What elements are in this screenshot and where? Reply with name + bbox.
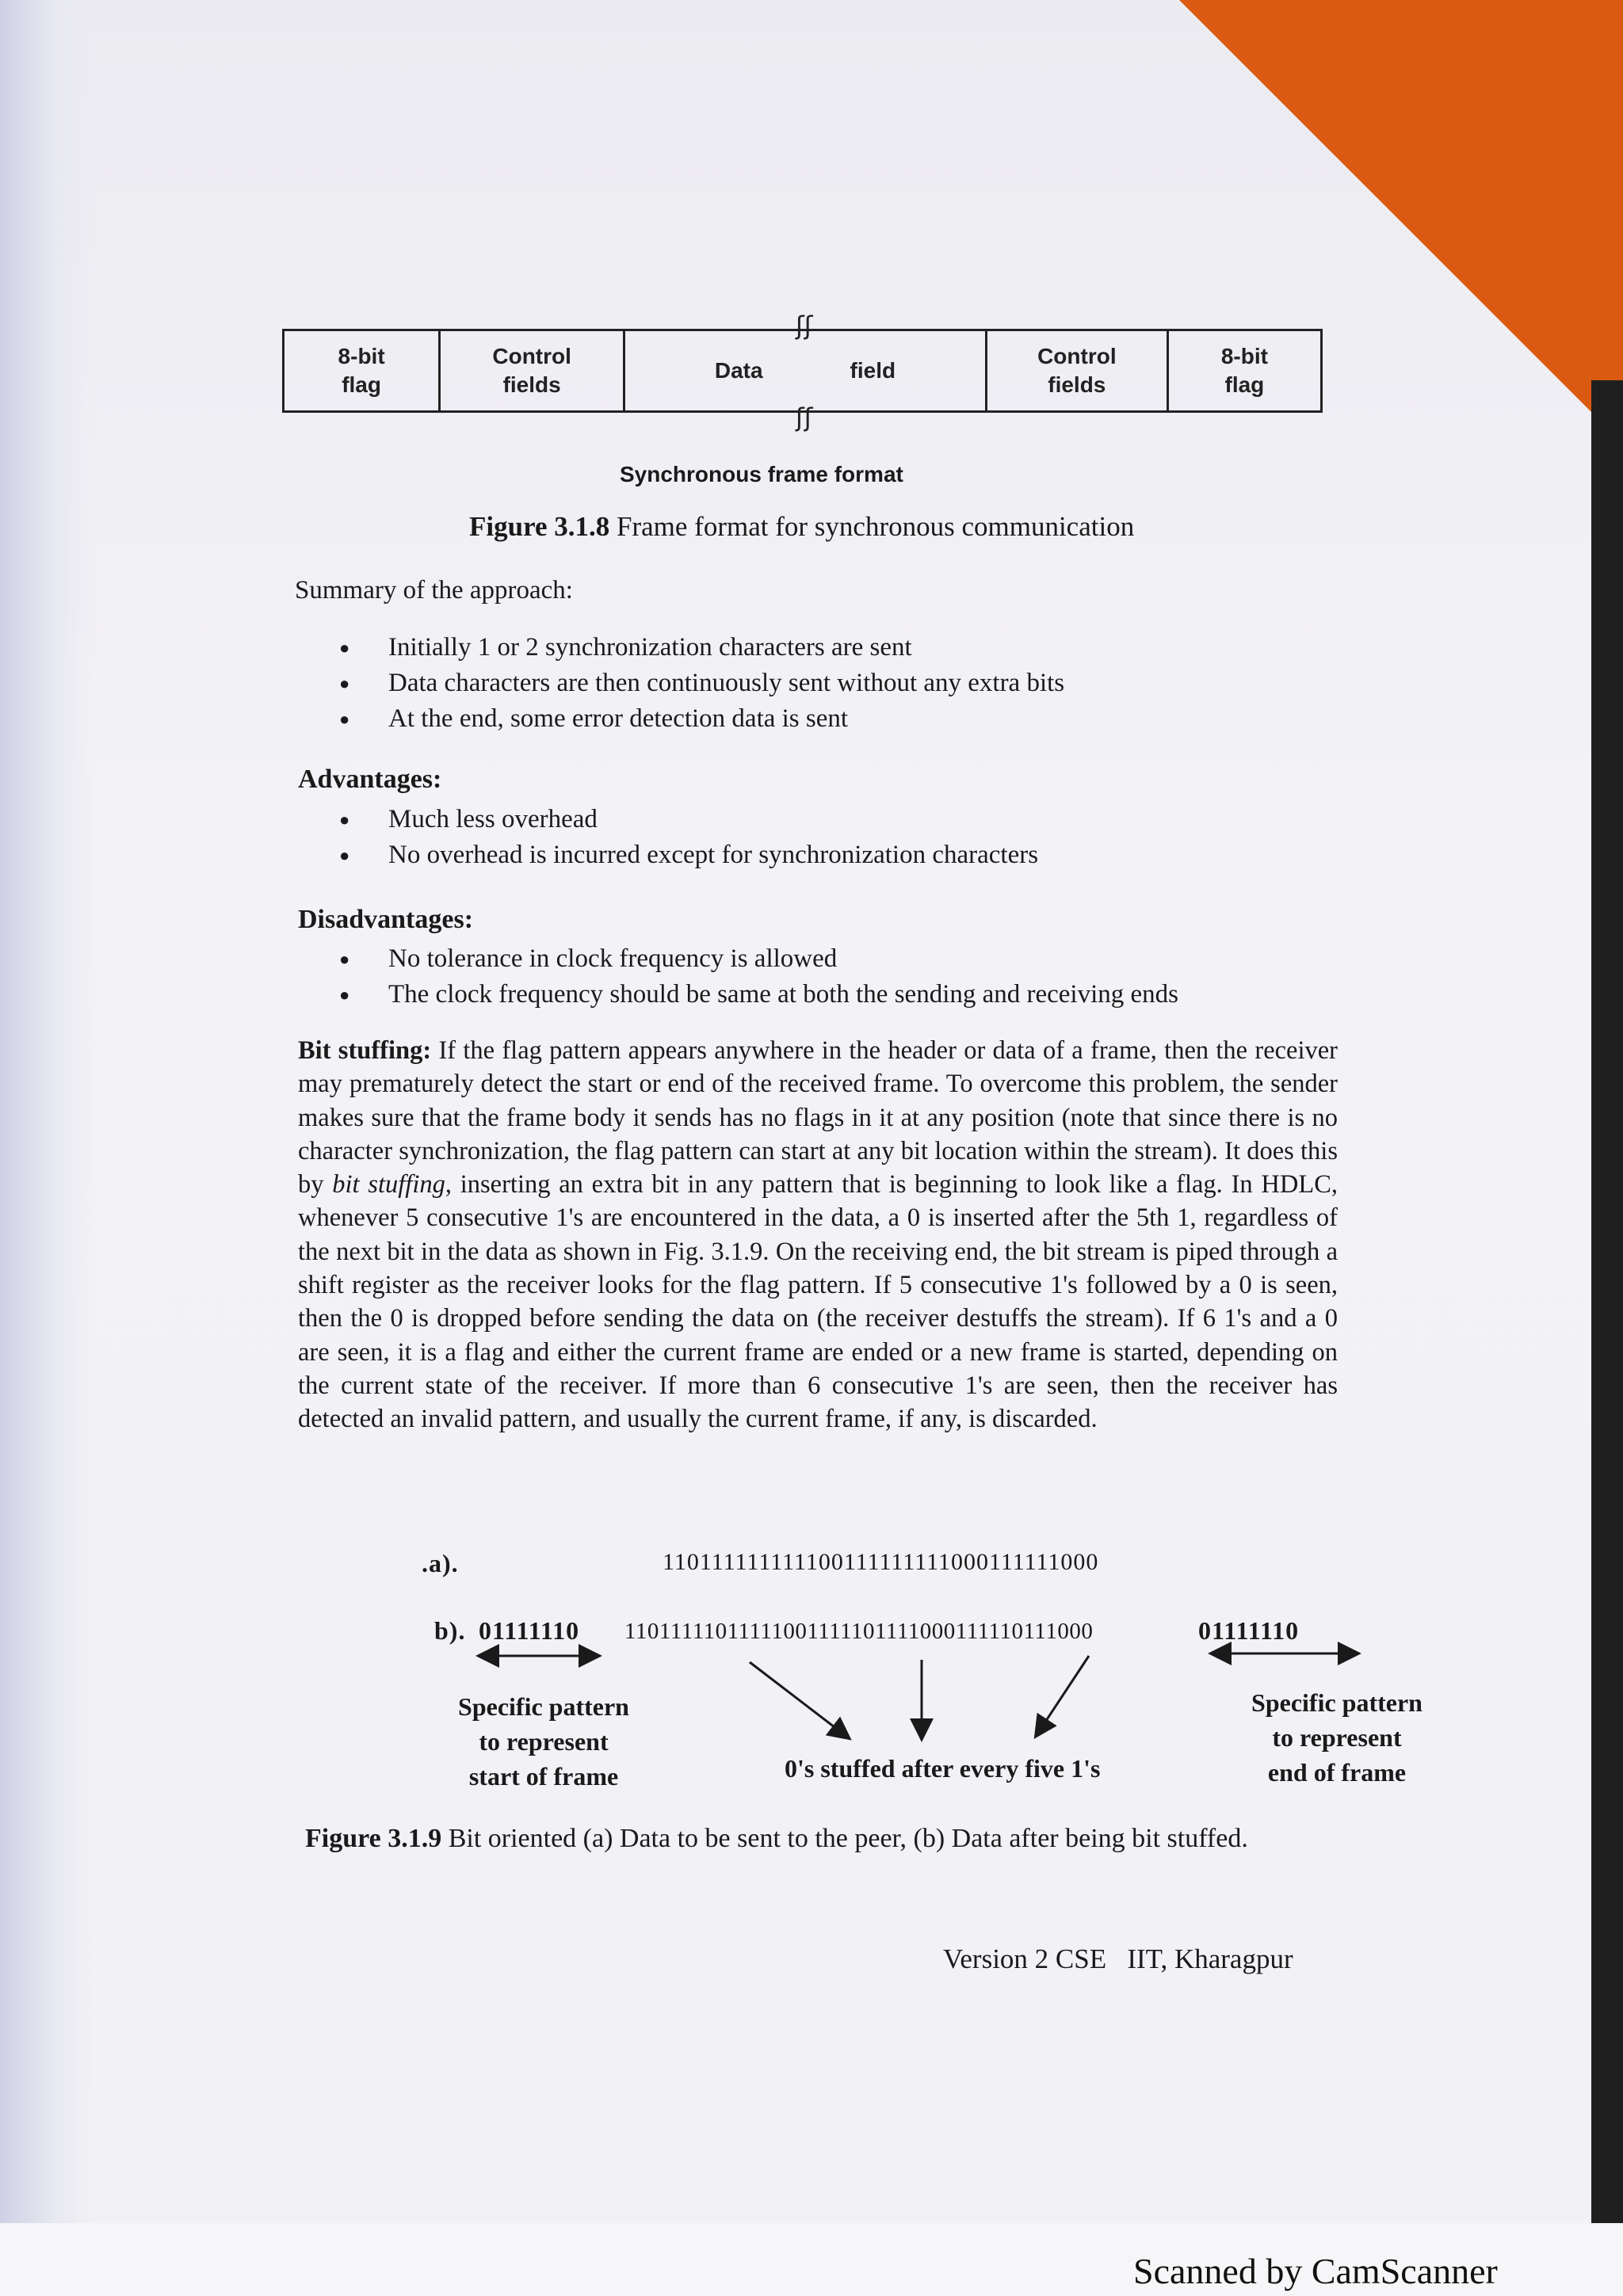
page-footer: Version 2 CSE IIT, Kharagpur (943, 1943, 1293, 1974)
figure-text: Frame format for synchronous communication (617, 511, 1135, 542)
bit-stuffing-italic: bit stuffing (332, 1170, 445, 1199)
label-zeros-stuffed: 0's stuffed after every five 1's (785, 1754, 1101, 1783)
stuffed-arrow-right (1037, 1656, 1089, 1735)
label-end-of-frame: Specific pattern to represent end of frame (1251, 1688, 1423, 1787)
label-start-of-frame: Specific pattern to represent start of frame (458, 1692, 629, 1791)
figure-b-end-flag: 01111110 (1198, 1616, 1300, 1645)
figure-b-start-flag: 01111110 (479, 1616, 580, 1645)
bit-stuffing-text-2: , inserting an extra bit in any pattern that is beginning to look like a flag. In HDLC, whenever 5 consecutive 1's are encountered in the data, a 0 is inserted after the 5th 1, regardless of the next bit in the data as shown in Fig. 3.1.9. On the receiving end, the bit stream is piped through a shift register as the receiver looks for the flag pattern. If 5 consecutive 1's followed by a 0 is seen, then the 0 is dropped before sending the data on (the receiver destuffs the stream). If 6 1's and a 0 are seen, it is a flag and either the current frame are ended or a new frame is started, depending on the current state of the receiver. If more than 6 consecutive 1's are seen, then the receiver has detected an invalid pattern, and usually the current frame, if any, is discarded. (298, 1170, 1338, 1434)
figure-b-label: b). (434, 1616, 466, 1645)
list-item: ● No tolerance in clock frequency is allowed (339, 941, 1178, 977)
figure-a-bits: 110111111111100111111111000111111000 (663, 1549, 1099, 1575)
frame-format-caption: Synchronous frame format (620, 462, 903, 486)
list-item: ● Initially 1 or 2 synchronization characters are sent (339, 630, 1064, 666)
camscanner-watermark: Scanned by CamScanner (1133, 2251, 1498, 2291)
list-item: ● No overhead is incurred except for synchronization characters (339, 837, 1038, 873)
stuffed-arrow-left (750, 1662, 848, 1737)
figure-3-1-9-caption (305, 1824, 1248, 1854)
frame-cell-text: 8-bit flag (1220, 344, 1268, 397)
advantages-heading: Advantages: (298, 765, 442, 794)
list-item: ● At the end, some error detection data is sent (339, 701, 1064, 737)
break-mark-top: ʃʃ (796, 311, 813, 341)
frame-cell-data: Data (714, 358, 763, 383)
figure-text: Bit oriented (a) Data to be sent to the peer, (b) Data after being bit stuffed. (448, 1824, 1248, 1853)
frame-cell-field: field (850, 358, 896, 383)
bit-stuffing-text-1: If the flag pattern appears anywhere in the header or data of a frame, then the receiver may prematurely detect the start or end of the received frame. To overcome this problem, the sender makes sure that the frame body it sends has no flags in it at any position (note that since there is no character synchronization, the flag pattern can start at any bit location within the stream). It does this by (298, 1036, 1338, 1199)
bit-stuffing-term: Bit stuffing: (298, 1036, 432, 1065)
figure-a-label: .a). (422, 1549, 459, 1577)
frame-cell-text: Control fields (1037, 344, 1117, 397)
break-mark-bottom: ʃʃ (796, 402, 813, 433)
frame-cell-text: 8-bit flag (338, 344, 385, 397)
frame-cell-text: Control fields (492, 344, 571, 397)
figure-b-bits: 11011111011111001111101111000111110111000 (624, 1619, 1094, 1644)
figure-label: Figure 3.1.9 (305, 1824, 442, 1853)
summary-heading: Summary of the approach: (295, 576, 573, 605)
disadvantages-heading: Disadvantages: (298, 905, 474, 934)
list-item: ● Data characters are then continuously sent without any extra bits (339, 666, 1064, 701)
figure-label: Figure 3.1.8 (469, 511, 610, 542)
list-item: ● Much less overhead (339, 802, 1038, 837)
list-item: ● The clock frequency should be same at both the sending and receiving ends (339, 977, 1178, 1013)
